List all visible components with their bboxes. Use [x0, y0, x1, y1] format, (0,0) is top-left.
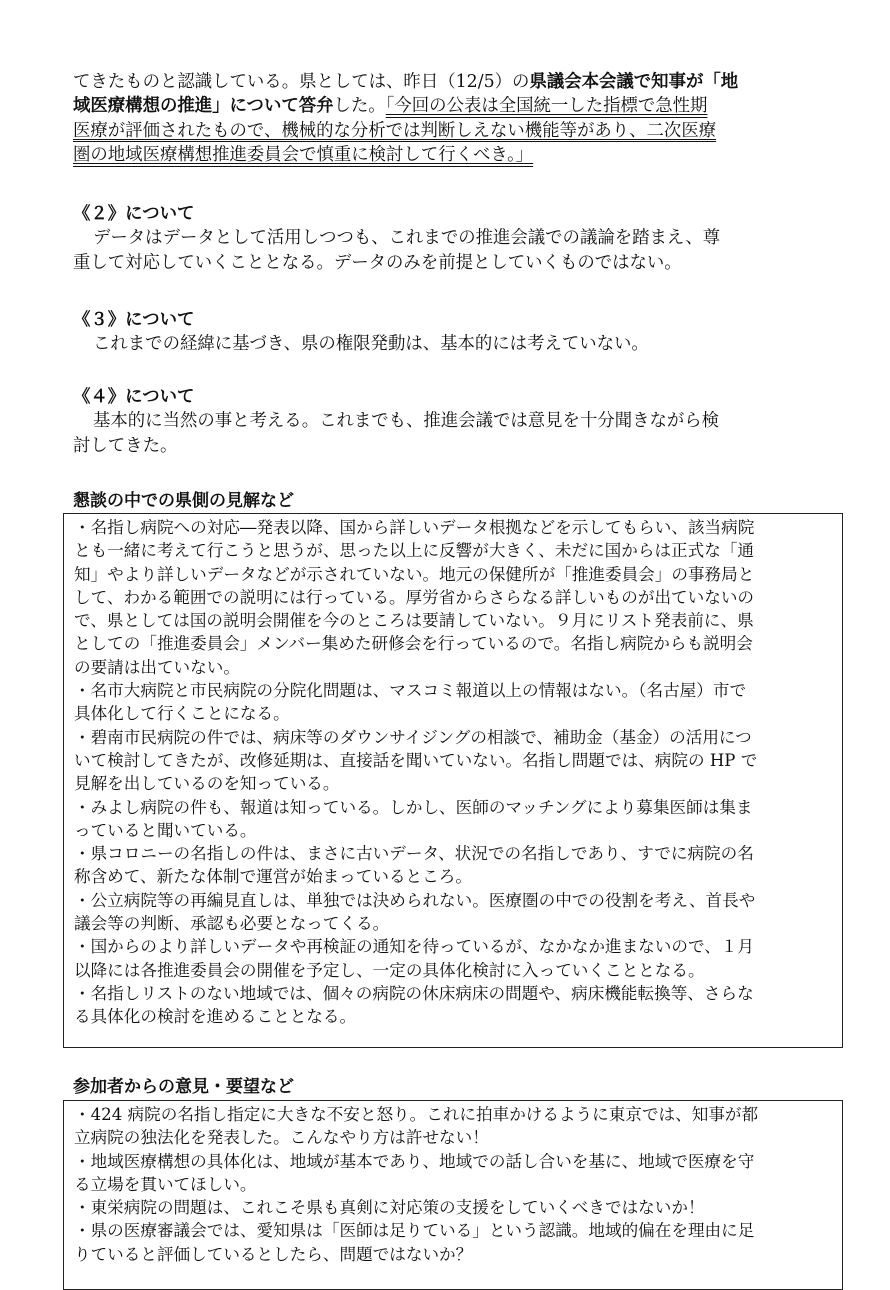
section-text: 基本的に当然の事と考える。これまでも、推進会議では意見を十分聞きながら検 [93, 411, 720, 432]
intro-line-3: 医療が評価されたもので、機械的な分析では判断しえない機能等があり、二次医療 [73, 120, 717, 141]
intro-line-4: 圏の地域医療構想推進委員会で慎重に検討して行くべき。」 [73, 144, 534, 165]
box1-line: ・名市大病院と市民病院の分院化問題は、マスコミ報道以上の情報はない。（名古屋）市で [74, 681, 747, 701]
box1-line: して、わかる範囲での説明には行っている。厚労省からさらなる詳しいものが出ていないの [74, 587, 755, 607]
intro-line-1: てきたものと認識している。県としては、昨日（12/5）の県議会本会議で知事が「地 [73, 72, 739, 92]
box1-line: ・県コロニーの名指しの件は、まさに古いデータ、状況での名指しであり、すでに病院の名 [74, 844, 754, 864]
box1-line: ・公立病院等の再編見直しは、単独では決められない。医療圏の中での役割を考え、首長や [74, 890, 756, 910]
box2-line: ・県の医療審議会では、愛知県は「医師は足りている」という認識。地域的偏在を理由に足 [74, 1221, 755, 1241]
box1-line: 以降には各推進委員会の開催を予定し、一定の具体化検討に入っていくこととなる。 [74, 960, 705, 980]
prefecture-views-box [63, 513, 843, 1048]
section-text: データはデータとして活用しつつも、これまでの推進会議での議論を踏まえ、尊 [93, 228, 721, 249]
box1-line: とも一緒に考えて行こうと思うが、思った以上に反響が大きく、未だに国からは正式な「通 [74, 541, 755, 561]
box2-line: ・東栄病院の問題は、これこそ県も真剣に対応策の支援をしていくべきではないか！ [74, 1198, 705, 1218]
section-text: 討してきた。 [73, 435, 178, 456]
box2-line: 立病院の独法化を発表した。こんなやり方は許せない！ [74, 1128, 489, 1148]
box2-line: ・424 病院の名指し指定に大きな不安と怒り。これに拍車かけるように東京では、知事が都 [74, 1105, 759, 1124]
box1-title: 懇談の中での県側の見解など [73, 491, 294, 511]
box1-line: る具体化の検討を進めることとなる。 [74, 1007, 357, 1027]
intro-paragraph [73, 70, 837, 167]
box2-line: る立場を貫いてほしい。 [74, 1174, 257, 1194]
box1-line: 知」やより詳しいデータなどが示されていない。地元の保健所が「推進委員会」の事務局と [74, 564, 755, 584]
section-text: これまでの経緯に基づき、県の権限発動は、基本的には考えていない。 [93, 334, 649, 355]
section-text: 重して対応していくこととなる。データのみを前提としていくものではない。 [73, 252, 682, 273]
box1-line: 議会等の判断、承認も必要となってくる。 [74, 914, 390, 934]
box1-line: ・みよし病院の件も、報道は知っている。しかし、医師のマッチングにより募集医師は集ま [74, 797, 753, 817]
box2-line: りていると評価しているとしたら、問題ではないか？ [74, 1244, 473, 1264]
box1-line: ・名指しリストのない地域では、個々の病院の休床病床の問題や、病床機能転換等、さらな [74, 983, 754, 1003]
box1-line: で、県としては国の説明会開催を今のところは要請していない。９月にリスト発表前に、県 [74, 611, 754, 631]
box1-line: 具体化して行くことになる。 [74, 704, 290, 724]
section-heading: 《２》について [73, 204, 195, 224]
box1-line: としての「推進委員会」メンバー集めた研修会を行っているので。名指し病院からも説明会 [74, 634, 753, 654]
box2-line: ・地域医療構想の具体化は、地域が基本であり、地域での話し合いを基に、地域で医療を守 [74, 1151, 755, 1171]
participant-opinions-box [63, 1100, 843, 1290]
box1-line: ・国からのより詳しいデータや再検証の通知を待っているが、なかなか進まないので、１月 [74, 937, 755, 957]
box1-line: 称含めて、新たな体制で運営が始まっているところ。 [74, 867, 472, 887]
section-4 [73, 385, 837, 458]
box1-line: ・名指し病院への対応―発表以降、国から詳しいデータ根拠などを示してもらい、該当病院 [74, 518, 755, 537]
section-heading: 《３》について [73, 310, 195, 330]
box1-line: っていると聞いている。 [74, 820, 257, 840]
section-2 [73, 202, 837, 275]
box1-line: いて検討してきたが、改修延期は、直接話を聞いていない。名指し問題では、病院の HP で [74, 750, 758, 770]
box2-title: 参加者からの意見・要望など [73, 1077, 294, 1097]
box1-line: ・碧南市民病院の件では、病床等のダウンサイジングの相談で、補助金（基金）の活用につ [74, 727, 752, 747]
section-3 [73, 308, 837, 357]
section-heading: 《４》について [73, 387, 195, 407]
intro-line-2: 域医療構想の推進」について答弁した。「今回の公表は全国統一した指標で急性期 [73, 96, 708, 117]
box1-line: 見解を出しているのを知っている。 [74, 774, 340, 794]
box1-line: の要請は出ていない。 [74, 657, 240, 677]
